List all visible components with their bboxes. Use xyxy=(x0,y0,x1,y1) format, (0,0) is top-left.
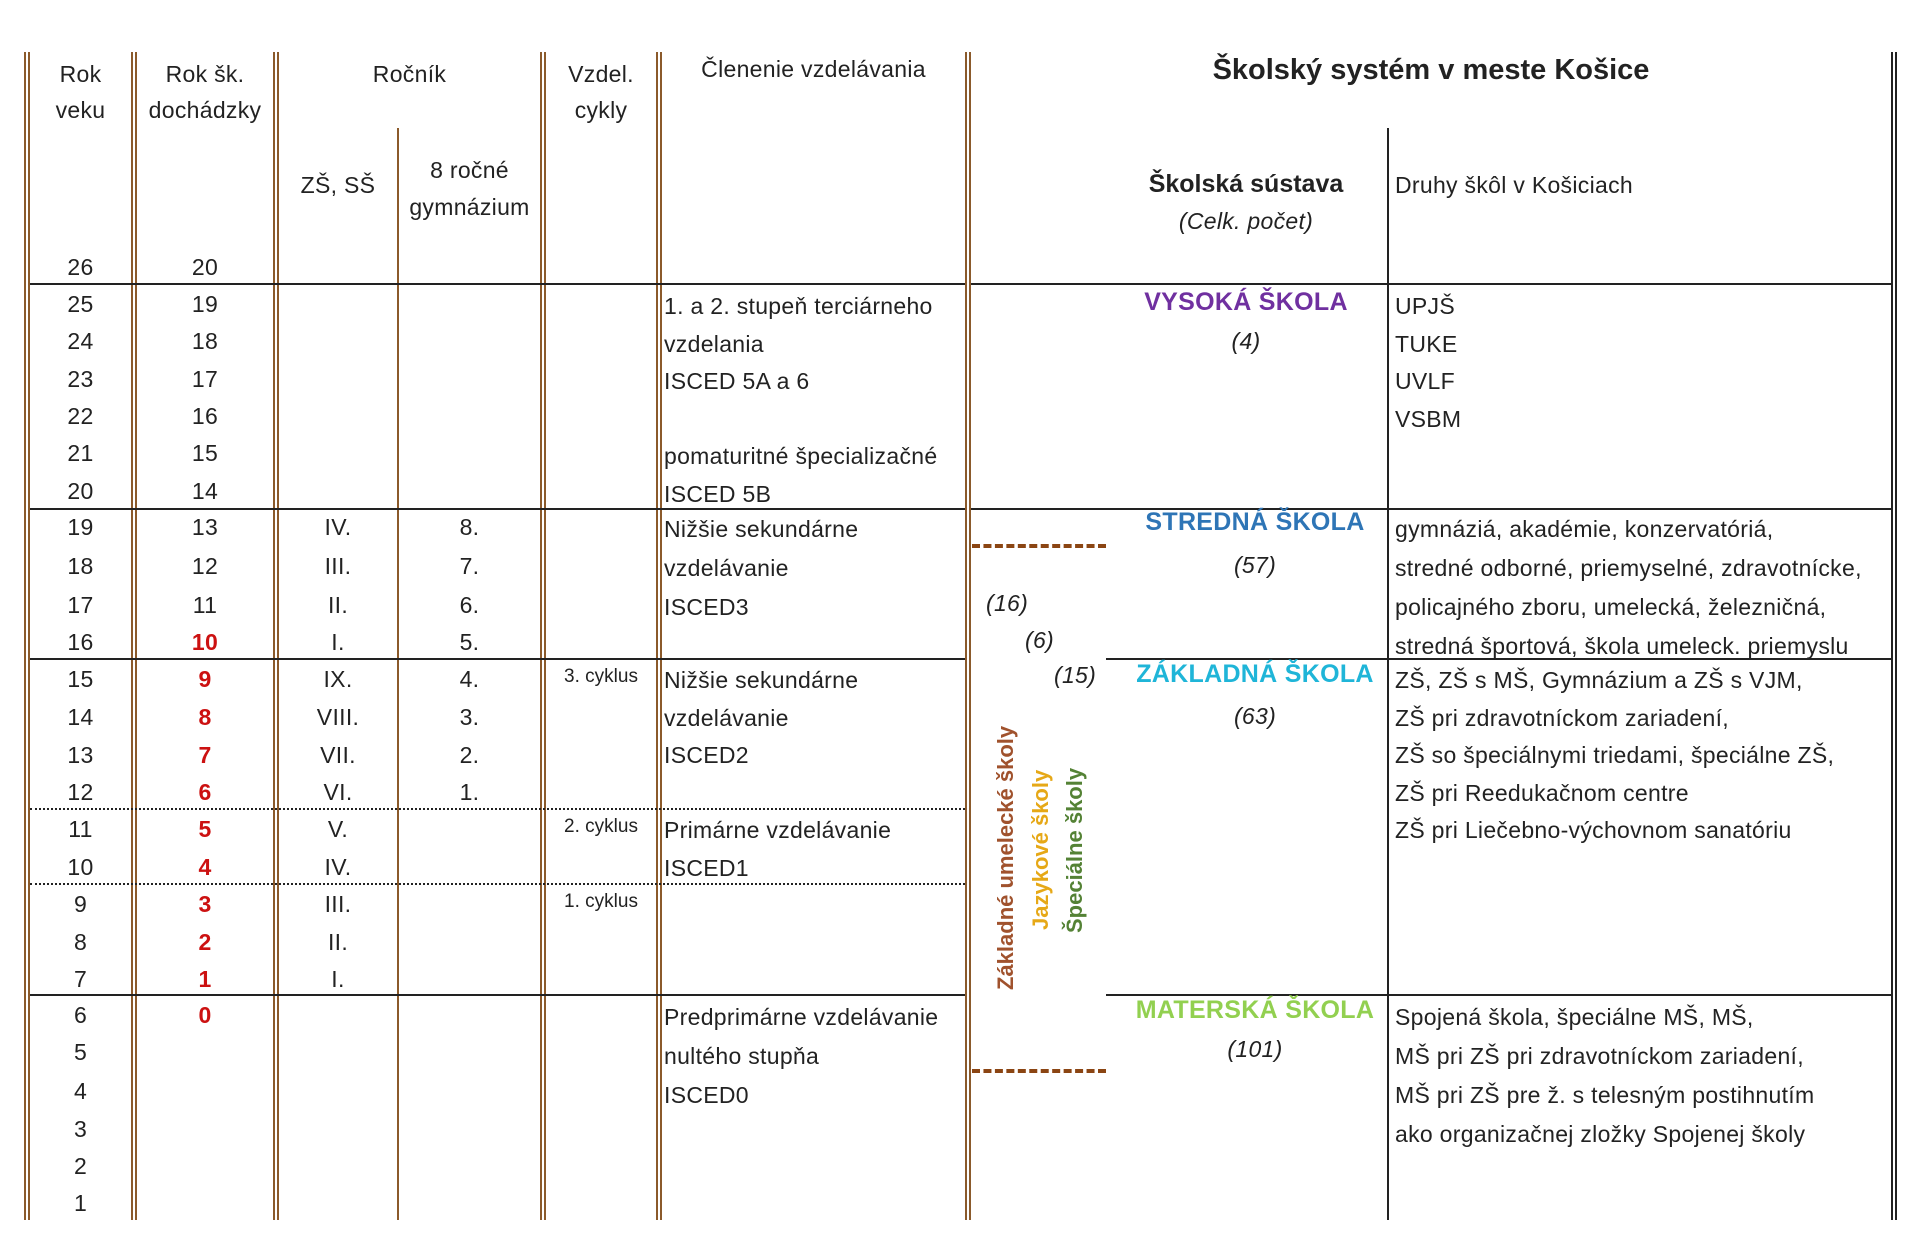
school-year-cell: 13 xyxy=(191,514,219,540)
school-year-cell: 16 xyxy=(191,403,219,429)
age-cell: 4 xyxy=(73,1078,88,1104)
label-jazykove-skoly: Jazykové školy xyxy=(1028,769,1053,930)
count-jazykove: (6) xyxy=(1025,627,1055,653)
grade-gymnazium-cell: 2. xyxy=(459,742,480,768)
count-materska-skola: (101) xyxy=(1227,1036,1283,1062)
grade-gymnazium-cell: 4. xyxy=(459,666,480,692)
druhy-stredna-skola: gymnáziá, akadémie, konzervatóriá, stredné odborné, priemyselné, zdravotnícke, policajného zboru, umelecká, železničná, stredná športová, škola umeleck. priemyslu xyxy=(1395,516,1862,659)
school-year-cell: 12 xyxy=(191,553,219,579)
count-specialne: (15) xyxy=(1054,662,1097,688)
school-year-cell: 6 xyxy=(198,779,212,805)
age-cell: 6 xyxy=(73,1002,88,1028)
age-cell: 8 xyxy=(73,929,88,955)
school-year-cell: 5 xyxy=(198,816,212,842)
header-clenenie: Členenie vzdelávania xyxy=(701,56,926,82)
age-cell: 17 xyxy=(67,592,94,618)
school-year-cell: 4 xyxy=(198,854,212,880)
school-year-cell: 9 xyxy=(198,666,212,692)
row-separator xyxy=(30,808,965,810)
label-specialne-skoly: Špeciálne školy xyxy=(1062,767,1087,933)
school-year-cell: 0 xyxy=(198,1002,212,1028)
age-cell: 20 xyxy=(67,478,94,504)
grade-zs-ss-cell: III. xyxy=(324,891,352,917)
dashed-marker xyxy=(972,544,1106,548)
row-separator xyxy=(971,283,1891,285)
grade-zs-ss-cell: VIII. xyxy=(316,704,360,730)
age-cell: 9 xyxy=(73,891,88,917)
grade-zs-ss-cell: I. xyxy=(331,966,345,992)
grade-zs-ss-cell: V. xyxy=(327,816,349,842)
clenenie-isced2: Nižšie sekundárne vzdelávanie ISCED2 xyxy=(664,667,859,768)
school-year-cell: 17 xyxy=(191,366,219,392)
clenenie-terciarne: 1. a 2. stupeň terciárneho vzdelania ISCED 5A a 6 xyxy=(664,293,933,394)
school-year-cell: 15 xyxy=(191,440,219,466)
age-cell: 1 xyxy=(73,1190,88,1216)
age-cell: 5 xyxy=(73,1039,88,1065)
grade-gymnazium-cell: 7. xyxy=(459,553,480,579)
grade-zs-ss-cell: III. xyxy=(324,553,352,579)
age-cell: 16 xyxy=(67,629,94,655)
grade-gymnazium-cell: 5. xyxy=(459,629,480,655)
age-cell: 24 xyxy=(67,328,94,354)
grade-gymnazium-cell: 1. xyxy=(459,779,480,805)
level-vysoka-skola: VYSOKÁ ŠKOLA xyxy=(1144,288,1348,316)
count-umelecke: (16) xyxy=(986,590,1029,616)
grade-zs-ss-cell: II. xyxy=(327,929,349,955)
column-border xyxy=(540,52,546,1220)
header-gymnazium: 8 ročné gymnázium xyxy=(409,157,530,220)
age-cell: 3 xyxy=(73,1116,88,1142)
grade-zs-ss-cell: VI. xyxy=(323,779,353,805)
age-cell: 21 xyxy=(67,440,94,466)
grade-zs-ss-cell: IV. xyxy=(324,854,352,880)
grade-zs-ss-cell: I. xyxy=(331,629,345,655)
grade-zs-ss-cell: IV. xyxy=(324,514,352,540)
grade-gymnazium-cell: 6. xyxy=(459,592,480,618)
count-stredna-skola: (57) xyxy=(1233,552,1277,578)
count-vysoka-skola: (4) xyxy=(1231,328,1261,354)
grade-gymnazium-cell: 8. xyxy=(459,514,480,540)
school-year-cell: 8 xyxy=(198,704,212,730)
clenenie-isced0: Predprimárne vzdelávanie nultého stupňa ISCED0 xyxy=(664,1004,939,1108)
level-materska-skola: MATERSKÁ ŠKOLA xyxy=(1135,996,1375,1024)
grade-zs-ss-cell: VII. xyxy=(320,742,356,768)
age-cell: 15 xyxy=(67,666,94,692)
cycle-3: 3. cyklus xyxy=(564,666,638,687)
column-border xyxy=(965,52,971,1220)
clenenie-pomaturitne: pomaturitné špecializačné ISCED 5B xyxy=(664,443,938,507)
clenenie-isced1: Primárne vzdelávanie ISCED1 xyxy=(664,817,892,881)
age-cell: 25 xyxy=(67,291,94,317)
school-year-cell: 18 xyxy=(191,328,219,354)
header-sustava: Školská sústava xyxy=(1148,170,1344,198)
age-cell: 19 xyxy=(67,514,94,540)
school-year-cell: 3 xyxy=(198,891,212,917)
age-cell: 22 xyxy=(67,403,94,429)
count-zakladna-skola: (63) xyxy=(1233,703,1277,729)
header-zs-ss: ZŠ, SŠ xyxy=(300,172,376,198)
school-year-cell: 10 xyxy=(191,629,219,655)
age-cell: 23 xyxy=(67,366,94,392)
age-cell: 26 xyxy=(67,254,94,280)
school-year-cell: 20 xyxy=(191,254,219,280)
school-year-cell: 11 xyxy=(192,592,218,618)
school-year-cell: 14 xyxy=(191,478,219,504)
cycle-1: 1. cyklus xyxy=(564,891,638,912)
clenenie-isced3: Nižšie sekundárne vzdelávanie ISCED3 xyxy=(664,516,859,620)
school-year-cell: 2 xyxy=(198,929,212,955)
age-cell: 10 xyxy=(67,854,94,880)
header-cykly: Vzdel. cykly xyxy=(568,61,634,123)
school-year-cell: 7 xyxy=(198,742,212,768)
row-separator xyxy=(30,658,965,660)
dashed-marker xyxy=(972,1069,1106,1073)
row-separator xyxy=(30,994,965,996)
header-sustava-sub: (Celk. počet) xyxy=(1178,208,1314,234)
druhy-materska-skola: Spojená škola, špeciálne MŠ, MŠ, MŠ pri ZŠ pri zdravotníckom zariadení, MŠ pri ZŠ pre ž. s telesným postihnutím ako organizačnej zložky Spojenej školy xyxy=(1395,1004,1815,1147)
column-border xyxy=(1891,52,1897,1220)
druhy-zakladna-skola: ZŠ, ZŠ s MŠ, Gymnázium a ZŠ s VJM, ZŠ pri zdravotníckom zariadení, ZŠ so špeciálnymi triedami, špeciálne ZŠ, ZŠ pri Reedukačnom centre ZŠ pri Liečebno-výchovnom sanatóriu xyxy=(1395,667,1835,843)
age-cell: 12 xyxy=(67,779,94,805)
druhy-vysoka-skola: UPJŠ TUKE UVLF VSBM xyxy=(1395,293,1462,432)
school-year-cell: 19 xyxy=(191,291,219,317)
level-stredna-skola: STREDNÁ ŠKOLA xyxy=(1145,508,1365,536)
age-cell: 13 xyxy=(67,742,94,768)
age-cell: 11 xyxy=(68,816,93,842)
header-druhy: Druhy škôl v Košiciach xyxy=(1395,172,1633,198)
age-cell: 14 xyxy=(67,704,94,730)
row-separator xyxy=(30,283,965,285)
grade-gymnazium-cell: 3. xyxy=(459,704,480,730)
age-cell: 18 xyxy=(67,553,94,579)
label-umelecke-skoly: Základné umelecké školy xyxy=(993,725,1018,990)
header-rocnik: Ročník xyxy=(372,61,447,87)
column-border xyxy=(656,52,662,1220)
cycle-2: 2. cyklus xyxy=(564,816,638,837)
page-title: Školský systém v meste Košice xyxy=(1212,54,1650,86)
age-cell: 2 xyxy=(73,1153,88,1179)
level-zakladna-skola: ZÁKLADNÁ ŠKOLA xyxy=(1136,660,1374,688)
grade-zs-ss-cell: IX. xyxy=(323,666,353,692)
age-cell: 7 xyxy=(73,966,88,992)
header-rok-veku: Rok veku xyxy=(55,61,106,123)
school-year-cell: 1 xyxy=(198,966,212,992)
grade-zs-ss-cell: II. xyxy=(327,592,349,618)
header-rok-dochadzky: Rok šk. dochádzky xyxy=(148,61,262,123)
